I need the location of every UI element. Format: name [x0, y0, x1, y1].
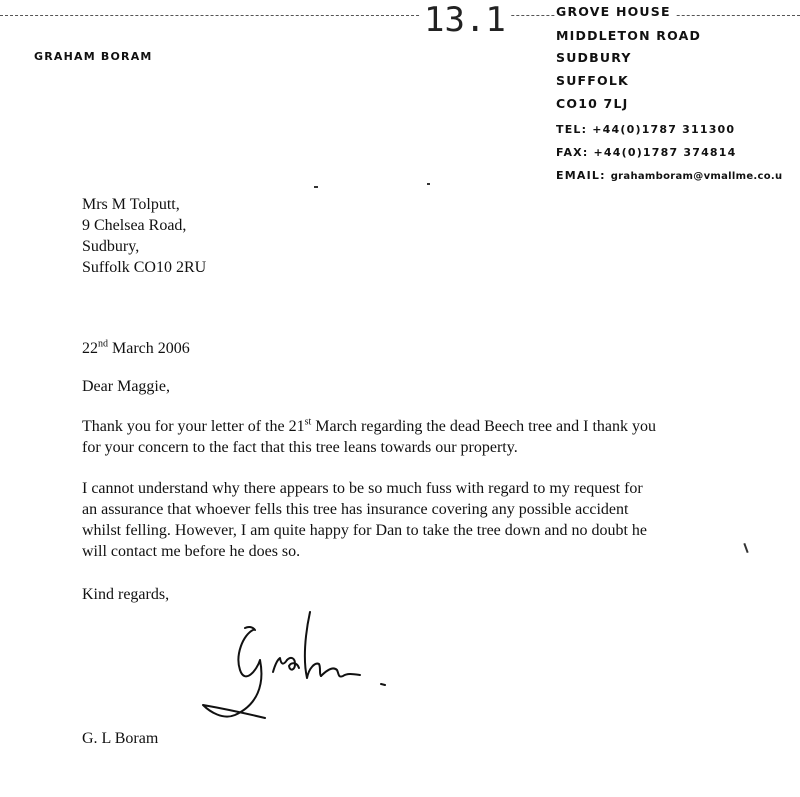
recipient-line: Sudbury,	[82, 238, 140, 255]
reference-mark: 13.1	[420, 2, 510, 38]
header-rule	[0, 15, 800, 16]
recipient-line: Suffolk CO10 2RU	[82, 259, 207, 276]
address-line: SUFFOLK	[556, 73, 629, 88]
p1-sup: st	[304, 416, 312, 428]
date-suffix: nd	[98, 338, 108, 350]
body-paragraph-2	[82, 478, 722, 562]
recipient-line: 9 Chelsea Road,	[82, 217, 187, 234]
email-value: grahamboram@vmallme.co.u	[610, 171, 783, 182]
scan-speck	[743, 543, 748, 553]
fax-line	[556, 146, 737, 159]
fax-label: FAX:	[556, 146, 589, 159]
tel-line	[556, 123, 735, 136]
paragraph-line: will contact me before he does so.	[82, 543, 301, 560]
scan-speck	[314, 186, 318, 188]
date-day: 22	[82, 340, 98, 357]
paragraph-line	[82, 416, 722, 437]
tel-value: +44(0)1787 311300	[592, 123, 736, 136]
address-line: GROVE HOUSE	[556, 4, 675, 19]
p1-text-b: March regarding the dead Beech tree and I thank you	[315, 418, 657, 435]
date-rest: March 2006	[112, 340, 190, 357]
signatory-name: G. L Boram	[82, 730, 159, 747]
address-line: SUDBURY	[556, 50, 632, 65]
paragraph-line: for your concern to the fact that this tree leans towards our property.	[82, 439, 518, 456]
p1-text-a: Thank you for your letter of the 21	[82, 418, 305, 435]
handwritten-signature	[195, 600, 405, 725]
email-line	[556, 169, 782, 182]
closing: Kind regards,	[82, 586, 170, 603]
address-line: CO10 7LJ	[556, 96, 629, 111]
letter-date	[82, 340, 190, 358]
sender-name: GRAHAM BORAM	[34, 50, 153, 63]
scan-speck	[427, 183, 430, 185]
recipient-line: Mrs M Tolputt,	[82, 196, 180, 213]
email-label: EMAIL:	[556, 169, 606, 182]
paragraph-line: I cannot understand why there appears to be so much fuss with regard to my request for	[82, 480, 643, 497]
tel-label: TEL:	[556, 123, 588, 136]
body-paragraph-1	[82, 416, 722, 458]
fax-value: +44(0)1787 374814	[593, 146, 737, 159]
salutation: Dear Maggie,	[82, 378, 170, 395]
address-line: MIDDLETON ROAD	[556, 28, 702, 43]
paragraph-line: whilst felling. However, I am quite happy for Dan to take the tree down and no doubt he	[82, 522, 647, 539]
paragraph-line: an assurance that whoever fells this tree has insurance covering any possible accident	[82, 501, 629, 518]
